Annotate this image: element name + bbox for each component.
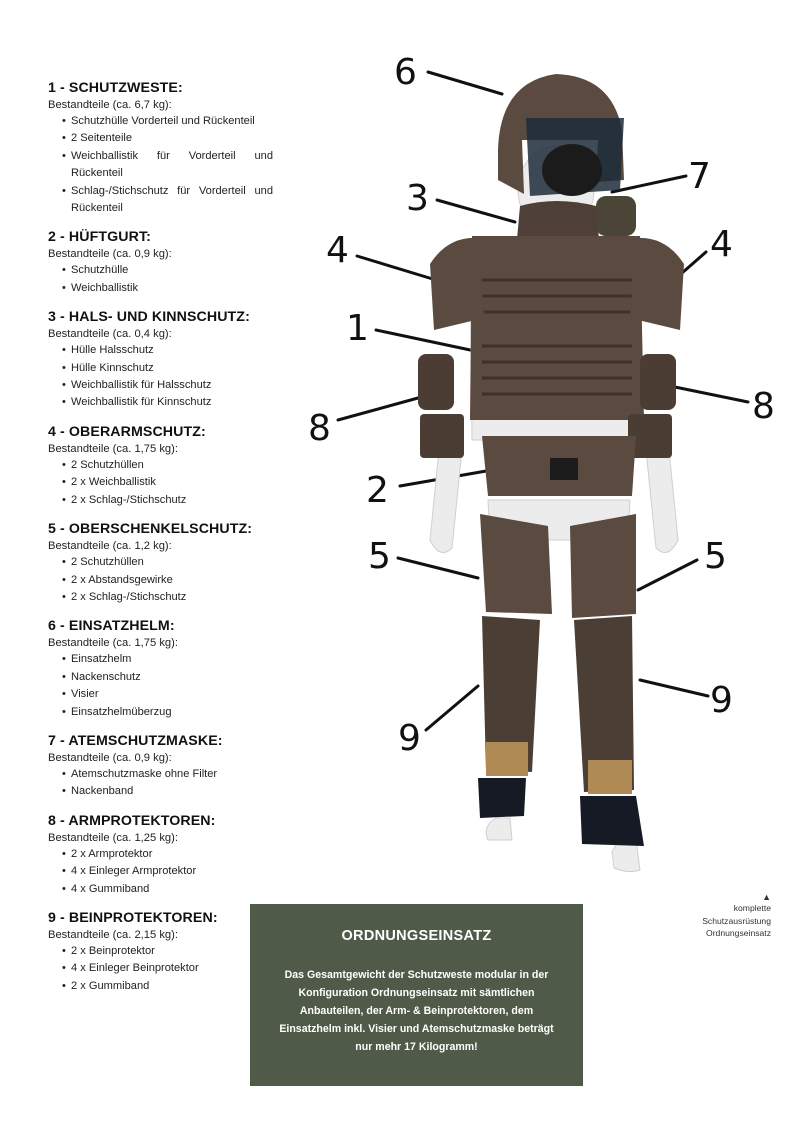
info-box-text: Das Gesamtgewicht der Schutzweste modular in der Konfiguration Ordnungseinsatz mit sämtlichen Anbauteilen, der Arm- & Beinprotektoren, dem Einsatzhelm inkl. Visier und Atemschutzmaske beträgt nur mehr 17 Kilogramm!	[279, 969, 554, 1053]
part-item: • 2 x Beinprotektor	[62, 943, 273, 960]
part-4	[48, 424, 273, 509]
part-item: • Schlag-/Stichschutz für Vorderteil und Rückenteil	[62, 183, 273, 218]
part-6	[48, 618, 273, 721]
callout-4-right: 4	[710, 224, 733, 265]
part-subtitle: Bestandteile (ca. 1,75 kg):	[48, 442, 178, 455]
part-title: 2 - HÜFTGURT:	[48, 229, 151, 246]
part-title: 8 - ARMPROTEKTOREN:	[48, 812, 216, 829]
part-item: • Weichballistik für Halsschutz	[62, 377, 273, 394]
callout-5-right: 5	[704, 536, 727, 577]
parts-list	[48, 80, 273, 1007]
callout-6: 6	[394, 52, 417, 93]
part-item: • Atemschutzmaske ohne Filter	[62, 766, 273, 783]
part-3	[48, 309, 273, 412]
callout-5-left: 5	[368, 536, 391, 577]
caption-line: komplette	[733, 903, 771, 913]
caption-line: Ordnungseinsatz	[706, 928, 771, 938]
part-item: • 2 x Armprotektor	[62, 846, 273, 863]
part-item: • Einsatzhelmüberzug	[62, 704, 273, 721]
part-subtitle: Bestandteile (ca. 0,4 kg):	[48, 328, 172, 341]
part-item: • Schutzhülle Vorderteil und Rückenteil	[62, 113, 273, 130]
part-item: • Nackenband	[62, 783, 273, 800]
part-title: 6 - EINSATZHELM:	[48, 618, 175, 635]
part-title: 5 - OBERSCHENKELSCHUTZ:	[48, 521, 253, 538]
part-subtitle: Bestandteile (ca. 1,75 kg):	[48, 637, 178, 650]
part-8	[48, 813, 273, 898]
info-box	[250, 904, 583, 1086]
part-item: • Hülle Halsschutz	[62, 342, 273, 359]
part-item: • Weichballistik	[62, 280, 273, 297]
caption-line: Schutzausrüstung	[702, 915, 771, 926]
part-subtitle: Bestandteile (ca. 1,2 kg):	[48, 540, 172, 553]
info-box-title: ORDNUNGSEINSATZ	[341, 928, 492, 944]
leg-protector-shape	[478, 616, 644, 846]
part-subtitle: Bestandteile (ca. 6,7 kg):	[48, 99, 172, 111]
part-subtitle: Bestandteile (ca. 0,9 kg):	[48, 248, 172, 261]
part-subtitle: Bestandteile (ca. 0,9 kg):	[48, 751, 172, 764]
part-subtitle: Bestandteile (ca. 2,15 kg):	[48, 928, 178, 941]
callout-8-left: 8	[308, 408, 331, 449]
hip-belt-shape	[482, 436, 636, 496]
callout-7: 7	[688, 156, 711, 197]
part-title: 9 - BEINPROTEKTOREN:	[48, 909, 218, 926]
part-item: • 2 Schutzhüllen	[62, 457, 273, 474]
part-item: • 2 Schutzhüllen	[62, 554, 273, 571]
part-title: 3 - HALS- UND KINNSCHUTZ:	[48, 309, 250, 326]
part-item: • Visier	[62, 686, 273, 703]
part-item: • 2 x Schlag-/Stichschutz	[62, 589, 273, 606]
gear-figure	[300, 40, 795, 900]
part-item: • 4 x Einleger Armprotektor	[62, 863, 273, 880]
part-2	[48, 229, 273, 297]
part-item: • 2 x Abstandsgewirke	[62, 572, 273, 589]
part-9	[48, 910, 273, 995]
part-item: • Weichballistik für Kinnschutz	[62, 394, 273, 411]
callout-9-right: 9	[710, 680, 733, 721]
part-item: • Hülle Kinnschutz	[62, 360, 273, 377]
part-title: 4 - OBERARMSCHUTZ:	[48, 423, 206, 440]
part-item: • 2 x Gummiband	[62, 978, 273, 995]
image-caption	[661, 892, 771, 940]
part-item: • Nackenschutz	[62, 669, 273, 686]
callout-9-left: 9	[398, 718, 421, 759]
part-item: • 2 Seitenteile	[62, 130, 273, 147]
part-1	[48, 80, 273, 217]
triangle-up-icon: ▲	[762, 892, 771, 902]
part-item: • 2 x Schlag-/Stichschutz	[62, 492, 273, 509]
callout-8-right: 8	[752, 386, 775, 427]
part-item: • 4 x Gummiband	[62, 881, 273, 898]
part-item: • Einsatzhelm	[62, 651, 273, 668]
part-5	[48, 521, 273, 606]
callout-1: 1	[346, 308, 369, 349]
part-item: • Weichballistik für Vorderteil und Rückenteil	[62, 148, 273, 183]
part-item: • 2 x Weichballistik	[62, 474, 273, 491]
part-title: 1 - SCHUTZWESTE:	[48, 80, 183, 96]
callout-3: 3	[406, 178, 429, 219]
callout-4-left: 4	[326, 230, 349, 271]
part-subtitle: Bestandteile (ca. 1,25 kg):	[48, 831, 178, 844]
part-title: 7 - ATEMSCHUTZMASKE:	[48, 732, 223, 749]
callout-2: 2	[366, 470, 389, 511]
part-item: • Schutzhülle	[62, 262, 273, 279]
part-7	[48, 733, 273, 801]
part-item: • 4 x Einleger Beinprotektor	[62, 960, 273, 977]
